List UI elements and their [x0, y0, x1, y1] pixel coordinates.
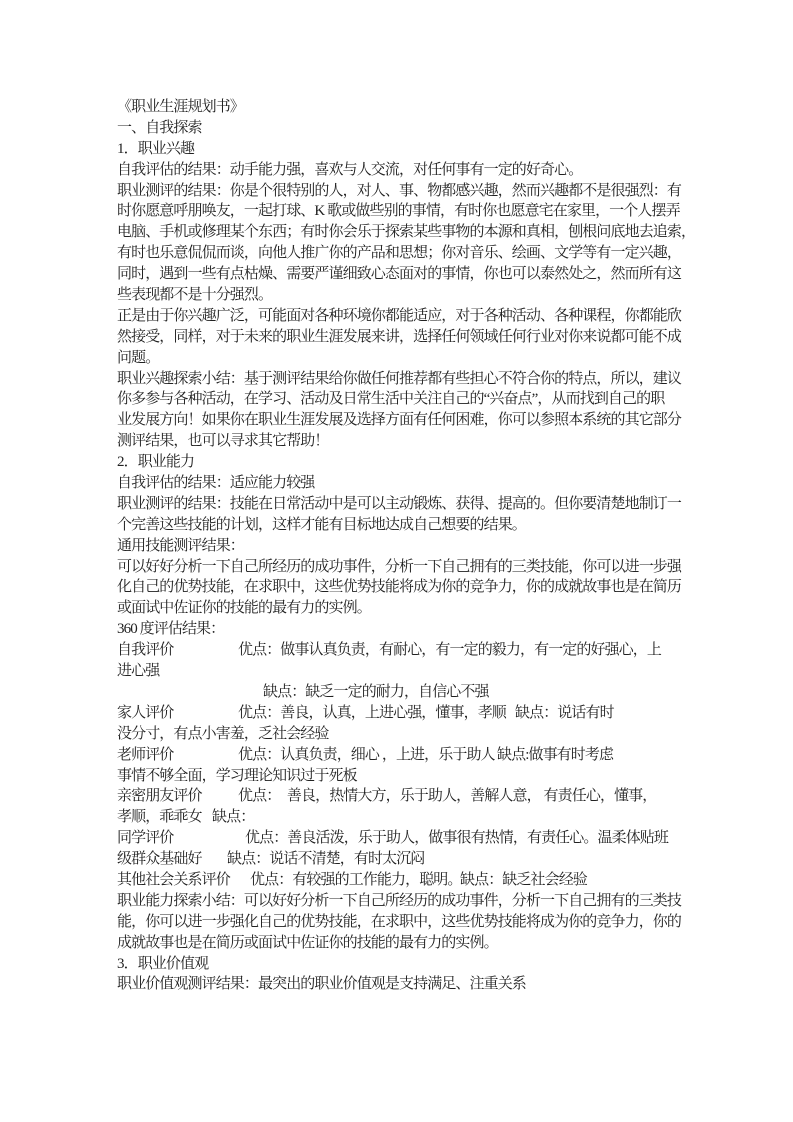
- text-line: [117, 954, 707, 975]
- text-line: [117, 577, 707, 598]
- text-segment: 优点： 善良，热情大方，乐于助人，善解人意， 有责任心，懂事，: [238, 788, 657, 805]
- text-line: [117, 494, 707, 515]
- text-segment: 时你愿意呼朋唤友，一起打球、K 歌或做些别的事情，有时你也愿意宅在家里，一个人摆弄: [117, 203, 680, 220]
- text-segment: 缺点：缺乏一定的耐力，自信心不强: [263, 683, 489, 700]
- text-segment: 自我评价: [117, 642, 174, 659]
- text-segment: 优点：善良，认真，上进心强，懂事，孝顺: [238, 704, 506, 721]
- text-line: [117, 201, 707, 222]
- text-segment: 成就故事也是在简历或面试中佐证你的技能的最有力的实例。: [117, 934, 498, 951]
- text-segment: 2．职业能力: [117, 454, 195, 471]
- text-segment: 优点：善良活泼，乐于助人，做事很有热情，有责任心。温柔体贴班: [245, 830, 669, 847]
- text-segment: 业发展方向！如果你在职业生涯发展及选择方面有任何困难，你可以参照本系统的其它部分: [117, 412, 682, 429]
- text-line: [117, 243, 707, 264]
- text-line: [117, 160, 707, 181]
- text-segment: 测评结果，也可以寻求其它帮助！: [117, 433, 329, 450]
- text-line: [117, 703, 707, 724]
- text-line: [117, 306, 707, 327]
- text-segment: 家人评价: [117, 704, 174, 721]
- text-segment: 亲密朋友评价: [117, 788, 202, 805]
- text-segment: 自我评估的结果：动手能力强，喜欢与人交流，对任何事有一定的好奇心。: [117, 161, 583, 178]
- text-line: [117, 515, 707, 536]
- text-segment: 缺点：缺乏社会经验: [460, 871, 587, 888]
- text-segment: 1．职业兴趣: [117, 140, 195, 157]
- text-line: [117, 369, 707, 390]
- text-segment: 缺点:做事有时考虑: [497, 746, 614, 763]
- text-line: [117, 139, 707, 160]
- text-line: [117, 598, 707, 619]
- text-segment: 同学评价: [117, 830, 174, 847]
- text-segment: 些表现都不是十分强烈。: [117, 287, 273, 304]
- text-line: [117, 640, 707, 661]
- text-line: [117, 891, 707, 912]
- text-segment: 同时，遇到一些有点枯燥、需要严谨细致心态面对的事情，你也可以泰然处之，然而所有这: [117, 266, 682, 283]
- text-line: [117, 766, 707, 787]
- text-segment: 孝顺，乖乖女: [117, 809, 202, 826]
- text-line: [117, 327, 707, 348]
- text-line: [117, 849, 707, 870]
- text-line: [117, 974, 707, 995]
- text-segment: 自我评估的结果：适应能力较强: [117, 475, 315, 492]
- text-segment: 事情不够全面，学习理论知识过于死板: [117, 767, 357, 784]
- text-segment: 然接受，同样，对于未来的职业生涯发展来讲，选择任何领域任何行业对你来说都可能不成: [117, 328, 682, 345]
- text-line: [117, 97, 707, 118]
- text-line: [117, 661, 707, 682]
- text-segment: 你多参与各种活动，在学习、活动及日常生活中关注自己的“兴奋点”，从而找到自己的职: [117, 391, 665, 408]
- text-line: [117, 724, 707, 745]
- text-line: [117, 285, 707, 306]
- text-line: [117, 828, 707, 849]
- text-segment: 优点：有较强的工作能力，聪明。: [250, 871, 462, 888]
- text-segment: 可以好好分析一下自己所经历的成功事件，分析一下自己拥有的三类技能，你可以进一步强: [117, 558, 682, 575]
- text-segment: 个完善这些技能的计划，这样才能有目标地达成自己想要的结果。: [117, 516, 526, 533]
- text-segment: 缺点：: [212, 809, 255, 826]
- text-line: [117, 912, 707, 933]
- text-line: [117, 745, 707, 766]
- text-line: [117, 222, 707, 243]
- text-segment: 电脑、手机或修理某个东西；有时你会乐于探索某些事物的本源和真相，刨根问底地去追索，: [117, 224, 696, 241]
- text-segment: 《职业生涯规划书》: [117, 99, 244, 115]
- text-segment: 缺点：说话不清楚，有时太沉闷: [227, 851, 425, 868]
- text-segment: 职业测评的结果：技能在日常活动中是可以主动锻炼、获得、提高的。但你要清楚地制订一: [117, 495, 682, 512]
- text-line: [117, 181, 707, 202]
- text-segment: 一、自我探索: [117, 119, 202, 136]
- text-segment: 没分寸，有点小害羞，乏社会经验: [117, 725, 329, 742]
- text-line: [117, 786, 707, 807]
- text-line: [117, 536, 707, 557]
- text-line: [117, 870, 707, 891]
- text-line: [117, 410, 707, 431]
- text-segment: 其他社会关系评价: [117, 871, 230, 888]
- text-line: [117, 389, 707, 410]
- text-line: [117, 452, 707, 473]
- text-segment: 职业测评的结果：你是个很特别的人，对人、事、物都感兴趣，然而兴趣都不是很强烈：有: [117, 182, 682, 199]
- text-line: [117, 557, 707, 578]
- text-line: [117, 682, 707, 703]
- text-line: [117, 619, 707, 640]
- text-segment: 化自己的优势技能，在求职中，这些优势技能将成为你的竞争力，你的成就故事也是在简历: [117, 579, 682, 596]
- text-segment: 级群众基础好: [117, 851, 202, 868]
- text-segment: 正是由于你兴趣广泛，可能面对各种环境你都能适应，对于各种活动、各种课程，你都能欣: [117, 307, 682, 324]
- text-segment: 优点：做事认真负责，有耐心，有一定的毅力，有一定的好强心，上: [238, 642, 662, 659]
- text-segment: 360 度评估结果：: [117, 621, 225, 638]
- text-segment: 缺点：说话有时: [515, 704, 614, 721]
- text-line: [117, 933, 707, 954]
- text-line: [117, 264, 707, 285]
- document-body: [117, 97, 707, 995]
- text-segment: 优点：认真负责，细心 ，上进，乐于助人: [238, 746, 495, 763]
- text-line: [117, 431, 707, 452]
- text-segment: 老师评价: [117, 746, 174, 763]
- text-line: [117, 473, 707, 494]
- text-segment: 3．职业价值观: [117, 955, 209, 972]
- text-line: [117, 348, 707, 369]
- text-segment: 或面试中佐证你的技能的最有力的实例。: [117, 600, 371, 617]
- text-segment: 职业能力探索小结：可以好好分析一下自己所经历的成功事件，分析一下自己拥有的三类技: [117, 892, 682, 909]
- text-segment: 通用技能测评结果：: [117, 537, 244, 554]
- text-segment: 职业价值观测评结果：最突出的职业价值观是支持满足、注重关系: [117, 976, 526, 993]
- text-segment: 问题。: [117, 349, 160, 366]
- text-segment: 进心强: [117, 663, 160, 680]
- text-segment: 职业兴趣探索小结：基于测评结果给你做任何推荐都有些担心不符合你的特点，所以，建议: [117, 370, 682, 387]
- text-line: [117, 807, 707, 828]
- text-segment: 能，你可以进一步强化自己的优势技能，在求职中，这些优势技能将成为你的竞争力，你的: [117, 913, 682, 930]
- text-segment: 有时也乐意侃侃而谈，向他人推广你的产品和思想；你对音乐、绘画、文学等有一定兴趣，: [117, 245, 682, 262]
- text-line: [117, 118, 707, 139]
